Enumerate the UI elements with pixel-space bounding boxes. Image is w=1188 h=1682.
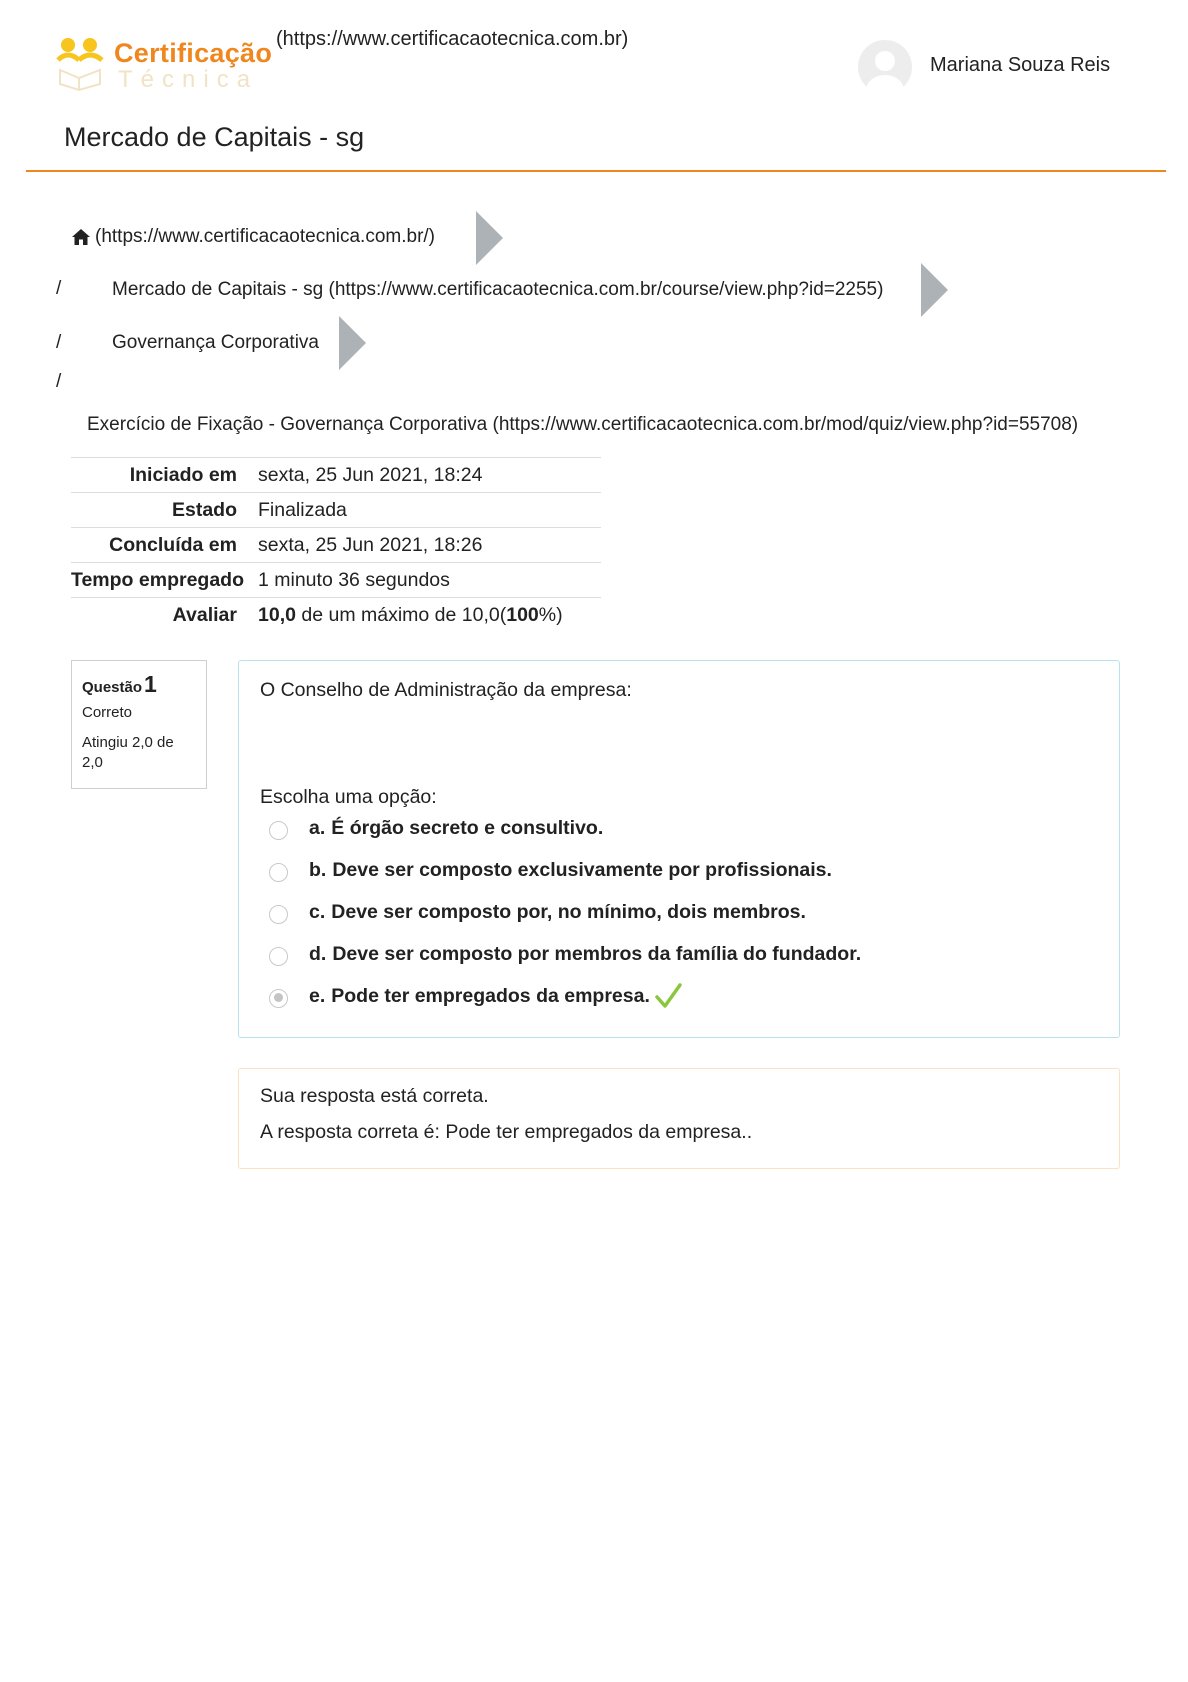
breadcrumb-course-link[interactable]: Mercado de Capitais - sg (https://www.certificacaotecnica.com.br/course/view.php?id=2255) [112, 279, 884, 300]
summary-label: Tempo empregado [71, 568, 244, 591]
home-icon[interactable] [72, 229, 90, 245]
radio-button-selected[interactable] [269, 989, 288, 1008]
option-text: É órgão secreto e consultivo. [331, 816, 604, 839]
question-number-value: 1 [144, 671, 157, 697]
option-letter: c. [309, 900, 326, 923]
header-divider [26, 170, 1166, 172]
user-avatar-icon[interactable] [858, 40, 912, 94]
answer-option-d[interactable] [269, 937, 861, 971]
summary-row-time [71, 562, 601, 597]
option-text: Deve ser composto por membros da família do fundador. [332, 942, 862, 965]
option-text: Deve ser composto exclusivamente por profissionais. [332, 858, 832, 881]
summary-value: sexta, 25 Jun 2021, 18:24 [258, 463, 483, 486]
grade-score: 10,0 [258, 603, 296, 626]
option-letter: e. [309, 984, 326, 1007]
breadcrumb-arrow-icon [476, 211, 503, 265]
feedback-box [238, 1068, 1120, 1169]
option-letter: d. [309, 942, 327, 965]
summary-row-grade [71, 597, 601, 632]
breadcrumb-separator: / [56, 332, 62, 353]
feedback-status: Sua resposta está correta. [260, 1085, 489, 1107]
page-title: Mercado de Capitais - sg [64, 122, 365, 152]
logo-text: Certificação [114, 38, 273, 68]
option-letter: b. [309, 858, 327, 881]
question-label: Questão [82, 679, 143, 696]
breadcrumb-arrow-icon [921, 263, 948, 317]
attempt-summary-table [71, 457, 601, 632]
breadcrumb-home-link[interactable]: (https://www.certificacaotecnica.com.br/) [95, 226, 435, 247]
question-info-box [71, 660, 207, 789]
breadcrumb-quiz-link[interactable]: Exercício de Fixação - Governança Corporativa (https://www.certificacaotecnica.com.br/mod/quiz/view.php?id=55708) [87, 414, 1079, 435]
logo-subtext: Técnica [118, 66, 259, 93]
radio-button[interactable] [269, 863, 288, 882]
summary-label: Avaliar [172, 603, 237, 626]
user-name[interactable]: Mariana Souza Reis [930, 54, 1111, 76]
summary-label: Estado [171, 498, 237, 521]
radio-button[interactable] [269, 905, 288, 924]
answer-option-a[interactable] [269, 811, 603, 845]
option-text: Pode ter empregados da empresa. [331, 984, 650, 1007]
answer-option-c[interactable] [269, 895, 806, 929]
site-url-link[interactable]: (https://www.certificacaotecnica.com.br) [276, 28, 629, 50]
question-number [82, 671, 196, 698]
question-text: O Conselho de Administração da empresa: [260, 679, 632, 701]
grade-percent: 100 [506, 603, 539, 626]
logo-people-icon [56, 36, 116, 92]
question-state: Correto [82, 704, 133, 721]
radio-button[interactable] [269, 947, 288, 966]
summary-label: Iniciado em [129, 463, 237, 486]
site-logo[interactable] [56, 34, 273, 94]
question-content [238, 660, 1120, 1038]
summary-row-started [71, 457, 601, 492]
option-text: Deve ser composto por, no mínimo, dois membros. [331, 900, 806, 923]
grade-text: de um máximo de 10,0( [295, 603, 507, 626]
summary-label: Concluída em [109, 533, 237, 556]
summary-row-state [71, 492, 601, 527]
answer-option-e[interactable] [269, 979, 682, 1013]
breadcrumb-separator: / [56, 278, 62, 299]
summary-value [257, 604, 563, 627]
summary-value: Finalizada [258, 498, 347, 521]
radio-button[interactable] [269, 821, 288, 840]
breadcrumb-arrow-icon [339, 316, 366, 370]
answer-prompt: Escolha uma opção: [260, 786, 437, 808]
answer-option-b[interactable] [269, 853, 832, 887]
breadcrumb-separator: / [56, 371, 62, 392]
feedback-correct-answer: A resposta correta é: Pode ter empregados da empresa.. [260, 1121, 753, 1143]
option-letter: a. [309, 816, 326, 839]
breadcrumb-section-link[interactable]: Governança Corporativa [112, 332, 319, 353]
summary-row-completed [71, 527, 601, 562]
grade-text-end: %) [538, 603, 563, 626]
correct-check-icon [654, 982, 682, 1010]
summary-value: 1 minuto 36 segundos [258, 568, 450, 591]
question-grade: Atingiu 2,0 de 2,0 [82, 734, 174, 772]
summary-value: sexta, 25 Jun 2021, 18:26 [258, 533, 483, 556]
